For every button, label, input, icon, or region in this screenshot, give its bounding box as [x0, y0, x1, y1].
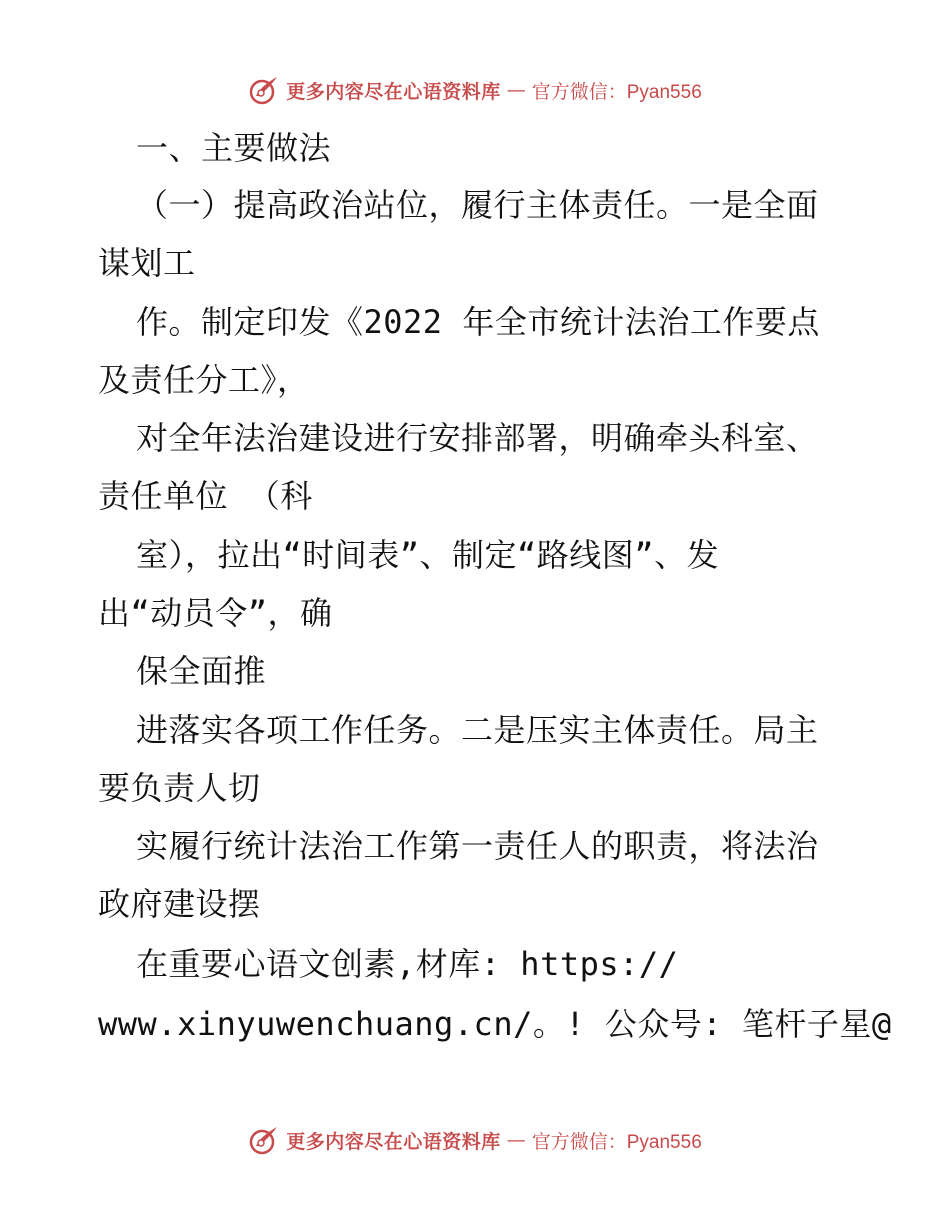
- paragraph-line: 实履行统计法治工作第一责任人的职责，将法治: [136, 827, 819, 865]
- section-heading: 一、主要做法: [136, 129, 332, 167]
- paragraph-line: 保全面推: [136, 652, 267, 690]
- banner-title: 更多内容尽在心语资料库: [286, 1130, 501, 1153]
- paragraph-line: 进落实各项工作任务。二是压实主体责任。局主: [136, 711, 819, 749]
- header-banner: [0, 70, 950, 110]
- banner-title: 更多内容尽在心语资料库: [286, 80, 501, 103]
- paragraph-line: 要负责人切: [98, 769, 261, 807]
- quill-pen-icon: [248, 1124, 280, 1156]
- banner-wechat: 官方微信：Pyan556: [531, 1131, 702, 1153]
- paragraph-line: www.xinyuwenchuang.cn/。! 公众号: 笔杆子星@: [98, 1005, 892, 1043]
- paragraph-line: 责任单位 （科: [98, 477, 313, 515]
- paragraph-line: 政府建设摆: [98, 885, 261, 923]
- paragraph-line: 对全年法治建设进行安排部署，明确牵头科室、: [136, 419, 819, 457]
- banner-separator: —: [506, 79, 526, 101]
- paragraph-line: 室），拉出“时间表”、制定“路线图”、发: [136, 536, 720, 574]
- paragraph-line: 在重要心语文创素,材库: https://: [136, 945, 679, 983]
- footer-banner: [0, 1120, 950, 1160]
- banner-wechat: 官方微信：Pyan556: [531, 81, 702, 103]
- banner-separator: —: [506, 1129, 526, 1151]
- quill-pen-icon: [248, 74, 280, 106]
- paragraph-line: 谋划工: [98, 244, 196, 282]
- paragraph-line: （一）提高政治站位，履行主体责任。一是全面: [136, 186, 819, 224]
- paragraph-line: 出“动员令”，确: [98, 594, 333, 632]
- paragraph-line: 作。制定印发《2022 年全市统计法治工作要点: [136, 303, 820, 341]
- paragraph-line: 及责任分工》，: [98, 361, 310, 399]
